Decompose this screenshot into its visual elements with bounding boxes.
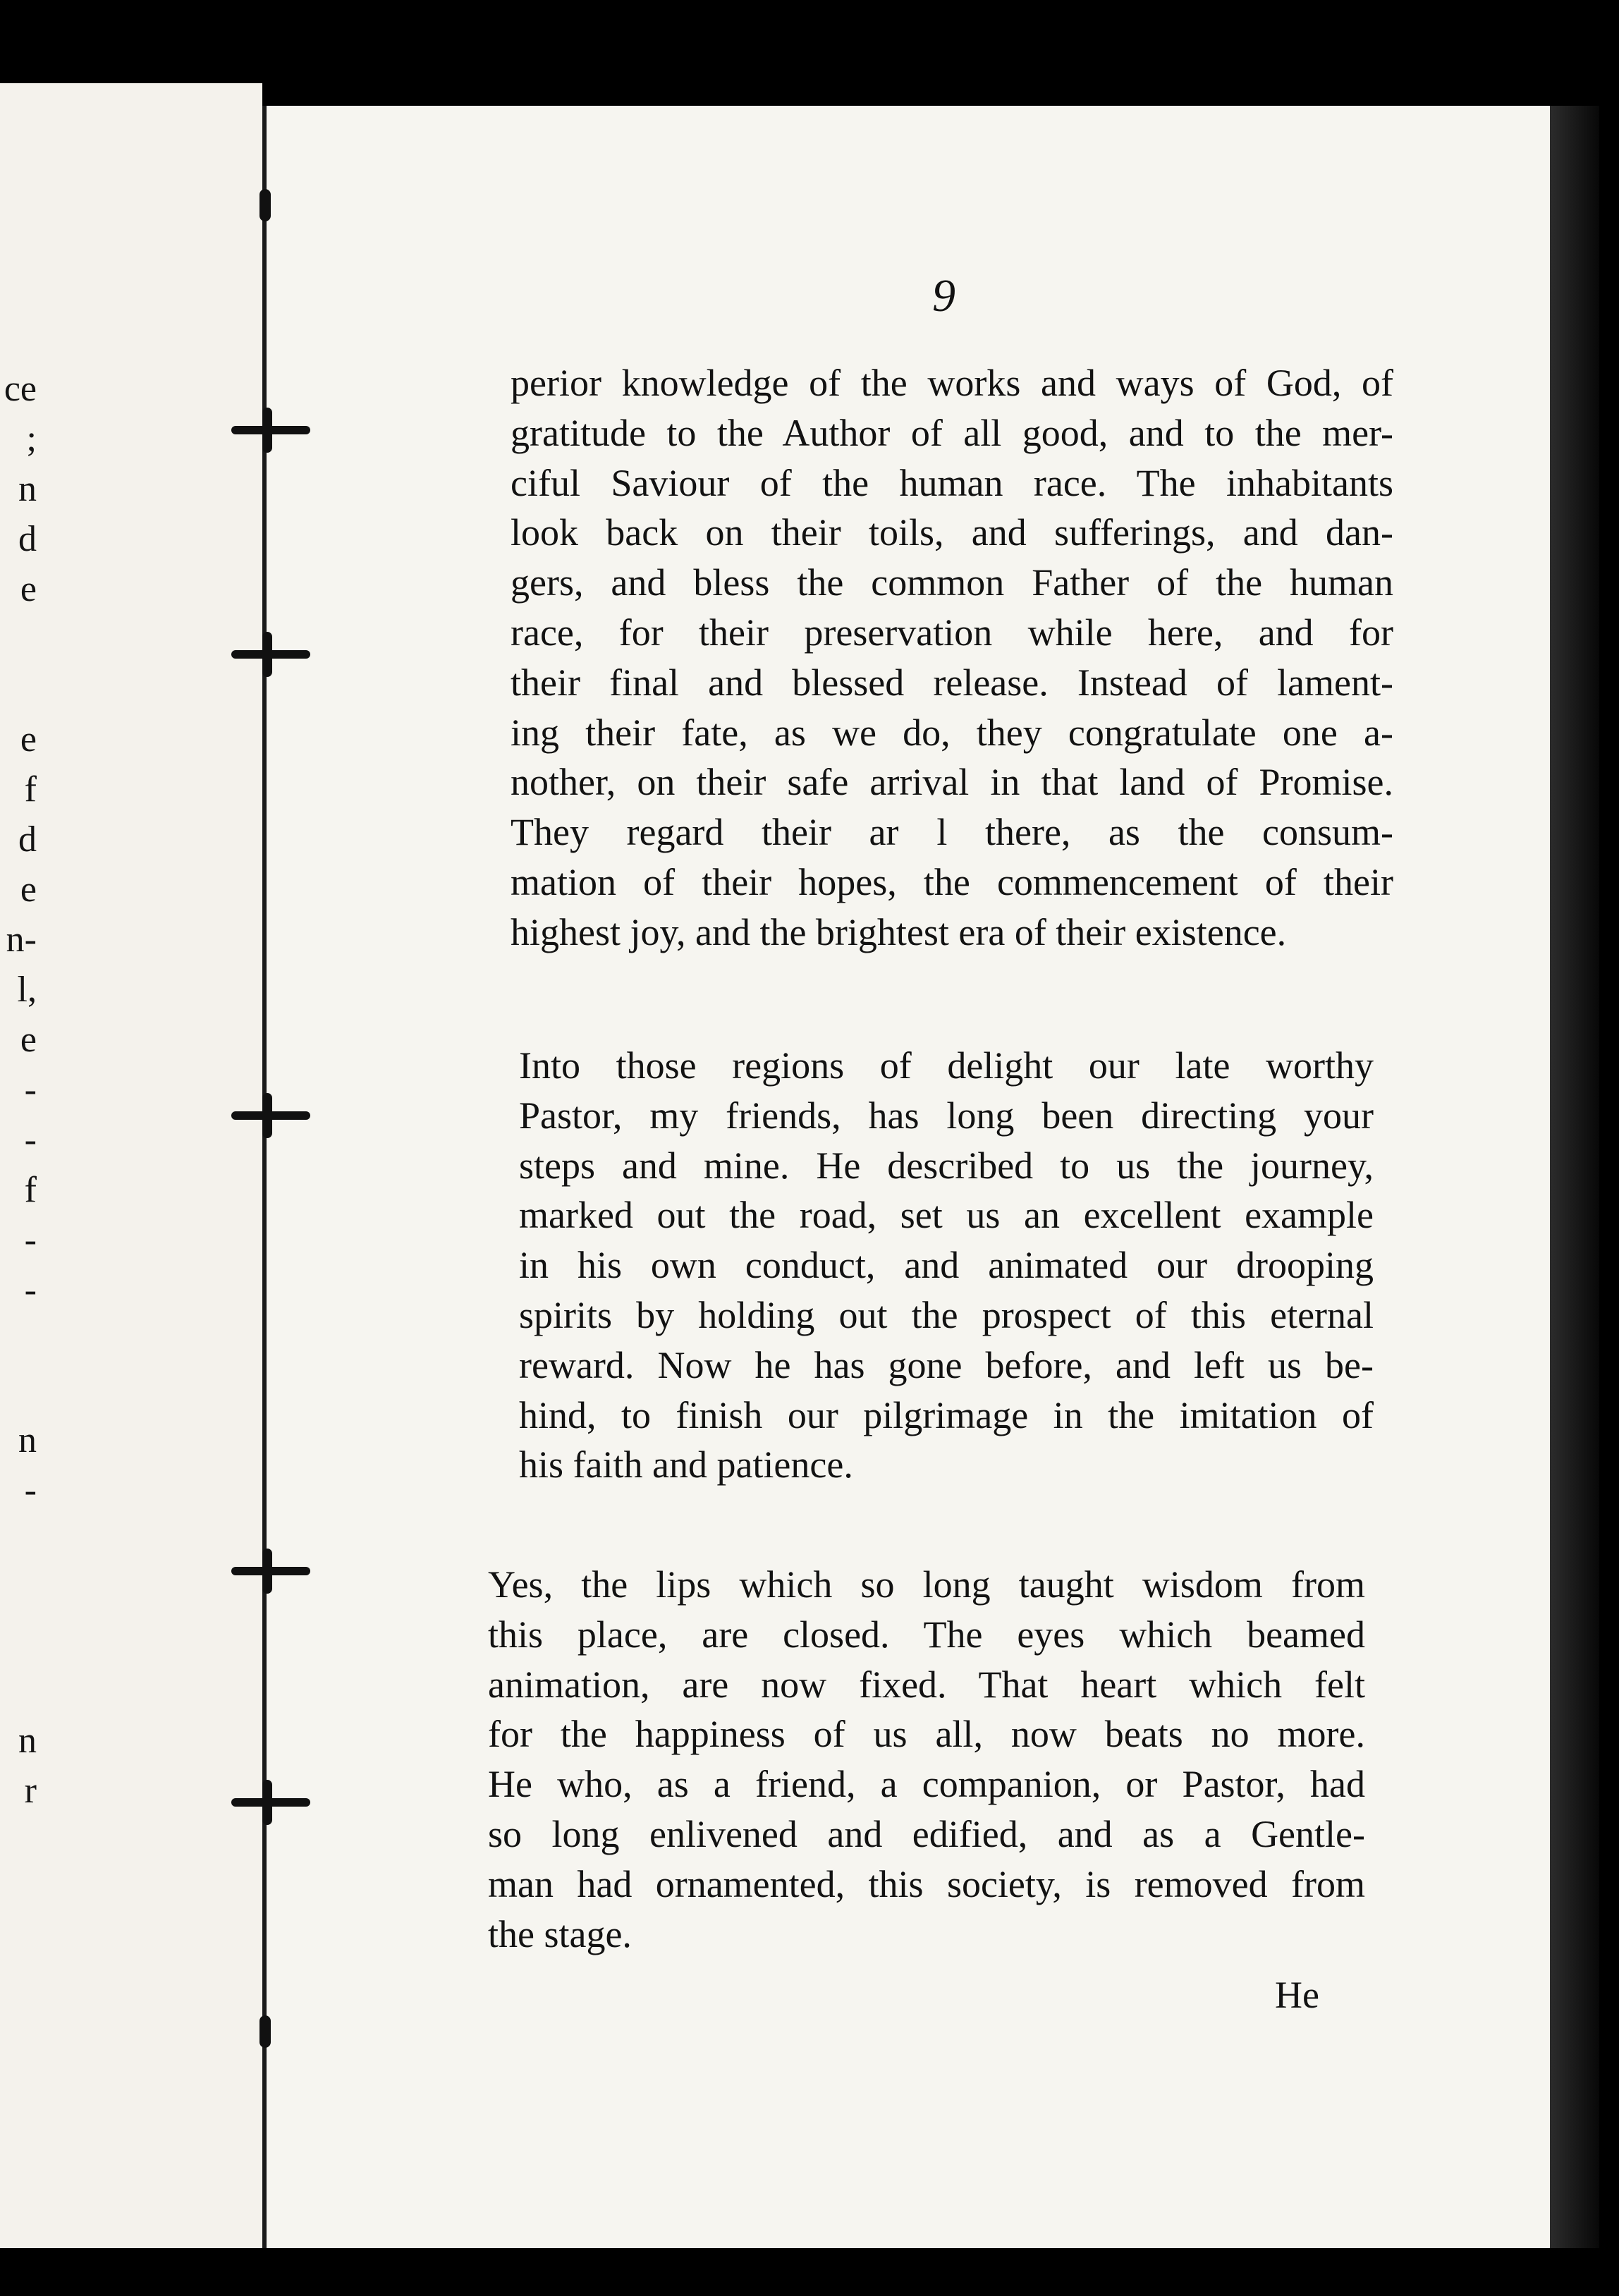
previous-page-fragment: -	[24, 1470, 37, 1510]
previous-page-fragment	[0, 1565, 39, 1616]
previous-page-fragment: n	[18, 469, 37, 509]
previous-page-fragment	[0, 1616, 39, 1666]
text-line: He who, as a friend, a companion, or Pastor, had	[488, 1763, 1365, 1806]
previous-page-line-fragments	[0, 364, 39, 1816]
text-line: perior knowledge of the works and ways of God, of	[511, 362, 1393, 404]
binding-stitch	[231, 650, 310, 659]
text-line: animation, are now fixed. That heart which felt	[488, 1663, 1365, 1706]
binding-stitch	[231, 426, 310, 434]
previous-page-fragment: f	[24, 1170, 37, 1210]
text-line: spirits by holding out the prospect of this eternal	[519, 1293, 1374, 1336]
text-line: in his own conduct, and animated our drooping	[519, 1244, 1374, 1287]
text-line: their final and blessed release. Instead of lament-	[511, 661, 1393, 704]
previous-page-fragment: n-	[6, 920, 37, 960]
text-line: gers, and bless the common Father of the human	[511, 561, 1393, 604]
text-line: mation of their hopes, the commencement of their	[511, 860, 1393, 903]
previous-page-fragment: e	[20, 569, 37, 609]
previous-page-fragment: r	[24, 1771, 37, 1811]
previous-page-fragment: l,	[17, 970, 37, 1010]
text-line: man had ornamented, this society, is removed from	[488, 1862, 1365, 1905]
previous-page-fragment: -	[24, 1120, 37, 1160]
previous-page-fragment: -	[24, 1220, 37, 1260]
previous-page-fragment: d	[18, 519, 37, 559]
binding-mark	[259, 2015, 271, 2048]
previous-page-fragment: n	[18, 1420, 37, 1460]
previous-page-fragment	[0, 1666, 39, 1716]
previous-page-fragment: e	[20, 869, 37, 910]
text-line: Pastor, my friends, has long been directing your	[519, 1094, 1374, 1137]
text-line: this place, are closed. The eyes which beamed	[488, 1613, 1365, 1656]
previous-page-fragment: e	[20, 1020, 37, 1060]
binding-mark	[259, 189, 271, 221]
text-line: Yes, the lips which so long taught wisdom from	[488, 1563, 1365, 1606]
page-number: 9	[932, 270, 955, 322]
previous-page-fragment: -	[24, 1270, 37, 1310]
text-line: the stage.	[488, 1912, 632, 1955]
text-line: nother, on their safe arrival in that land of Promise.	[511, 761, 1393, 804]
text-line: ing their fate, as we do, they congratulate one a-	[511, 711, 1393, 754]
text-line: They regard their ar l there, as the consum-	[511, 811, 1393, 854]
text-line: reward. Now he has gone before, and left us be-	[519, 1343, 1374, 1386]
text-line: marked out the road, set us an excellent example	[519, 1194, 1374, 1237]
paragraph-2	[519, 1041, 1374, 1490]
text-line: steps and mine. He described to us the journey,	[519, 1144, 1374, 1187]
text-line: for the happiness of us all, now beats no more.	[488, 1713, 1365, 1756]
previous-page-fragment	[0, 614, 39, 664]
text-line: look back on their toils, and sufferings, and dan-	[511, 511, 1393, 554]
previous-page-fragment: f	[24, 769, 37, 810]
catchword: He	[1275, 1974, 1319, 2016]
text-line: gratitude to the Author of all good, and to the mer-	[511, 411, 1393, 454]
previous-page-fragment: e	[20, 719, 37, 759]
text-line: his faith and patience.	[519, 1443, 853, 1486]
previous-page-fragment: ce	[4, 369, 37, 409]
previous-page-fragment	[0, 1515, 39, 1565]
binding-stitch	[231, 1567, 310, 1575]
text-line: race, for their preservation while here, and for	[511, 611, 1393, 654]
paragraph-1	[511, 358, 1393, 958]
previous-page-fragment: ;	[26, 419, 37, 459]
text-line: highest joy, and the brightest era of their existence.	[511, 910, 1287, 953]
binding-stitch	[231, 1798, 310, 1807]
binding-stitch	[231, 1111, 310, 1120]
previous-page-fragment	[0, 1315, 39, 1365]
text-line: ciful Saviour of the human race. The inhabitants	[511, 461, 1393, 504]
previous-page-fragment: -	[24, 1070, 37, 1110]
paragraph-3	[488, 1560, 1365, 1959]
text-line: so long enlivened and edified, and as a Gentle-	[488, 1812, 1365, 1855]
text-line: hind, to finish our pilgrimage in the imitation of	[519, 1393, 1374, 1436]
previous-page-fragment	[0, 1365, 39, 1415]
text-line: Into those regions of delight our late worthy	[519, 1044, 1374, 1087]
page-edge-shadow	[1550, 106, 1599, 2248]
previous-page-fragment	[0, 664, 39, 714]
previous-page-edge	[0, 83, 262, 2248]
previous-page-fragment: n	[18, 1721, 37, 1761]
previous-page-fragment: d	[18, 819, 37, 860]
